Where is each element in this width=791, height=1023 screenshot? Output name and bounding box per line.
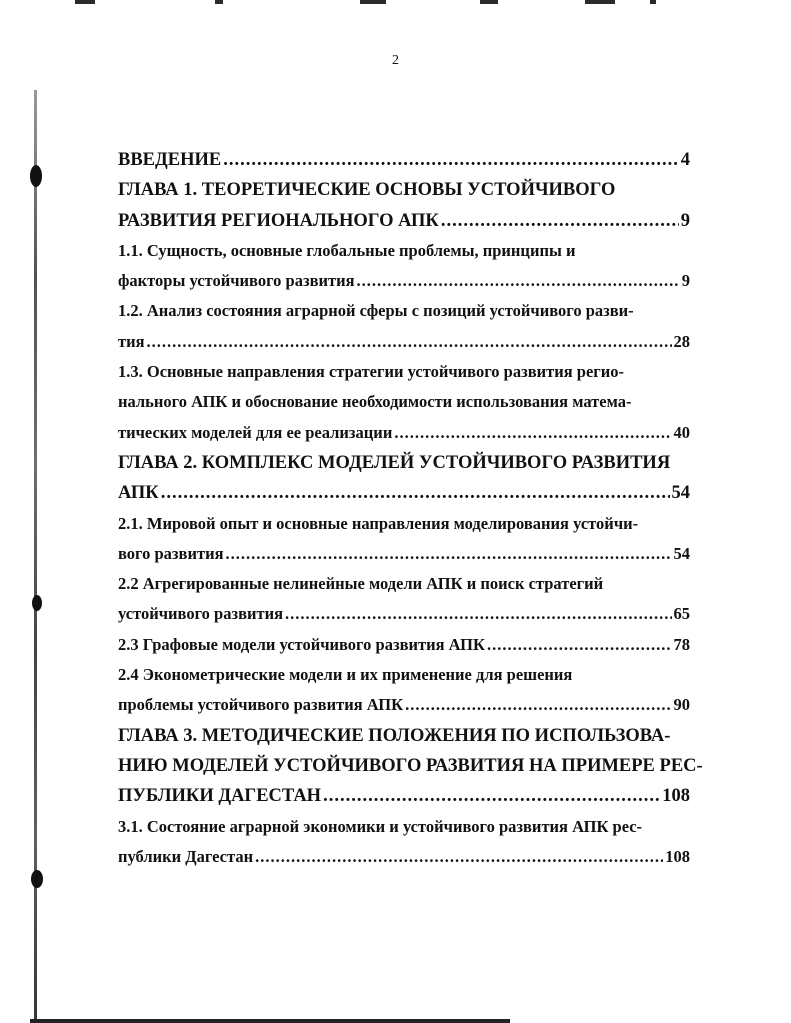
toc-entry (118, 211, 690, 241)
toc-page-number: 54 (673, 543, 690, 563)
toc-dot-leader (223, 150, 679, 171)
toc-entry-continuation (118, 180, 690, 210)
toc-entry-title: тия (118, 331, 145, 351)
page-number: 2 (392, 53, 399, 68)
toc-entry (118, 635, 690, 665)
toc-entry-title: 3.1. Состояние аграрной экономики и устойчивого развития АПК рес- (118, 816, 643, 836)
toc-entry-title: 1.2. Анализ состояния аграрной сферы с позиций устойчивого разви- (118, 301, 634, 321)
toc-entry-continuation (118, 301, 690, 331)
toc-entry (118, 271, 690, 301)
table-of-contents (118, 150, 703, 877)
toc-entry-title: АПК (118, 483, 159, 504)
toc-entry (118, 544, 690, 574)
toc-entry-title: 1.3. Основные направления стратегии устойчивого развития регио- (118, 362, 625, 382)
toc-entry (118, 786, 690, 816)
toc-page-number: 90 (673, 695, 690, 715)
toc-entry-continuation (118, 453, 690, 483)
scan-left-edge-artifact (28, 90, 46, 1023)
toc-entry-continuation (118, 817, 690, 847)
toc-entry-continuation (118, 755, 703, 786)
toc-entry-title: ГЛАВА 2. КОМПЛЕКС МОДЕЛЕЙ УСТОЙЧИВОГО РАЗВИТИЯ (118, 452, 671, 473)
toc-entry-title: ГЛАВА 1. ТЕОРЕТИЧЕСКИЕ ОСНОВЫ УСТОЙЧИВОГО (118, 180, 616, 201)
toc-entry-title: устойчивого развития (118, 604, 284, 624)
toc-entry-title: 2.3 Графовые модели устойчивого развития АПК (118, 634, 485, 654)
toc-entry (118, 604, 690, 634)
toc-entry-continuation (118, 574, 690, 604)
toc-page-number: 65 (673, 604, 690, 624)
toc-entry-continuation (118, 514, 690, 544)
toc-dot-leader (357, 271, 680, 291)
toc-entry-title: ПУБЛИКИ ДАГЕСТАН (118, 786, 322, 807)
toc-entry-title: 2.4 Эконометрические модели и их применение для решения (118, 665, 573, 685)
toc-dot-leader (405, 695, 671, 715)
toc-dot-leader (441, 211, 679, 232)
toc-page-number: 78 (673, 634, 690, 654)
toc-page-number: 28 (673, 331, 690, 351)
toc-entry (118, 695, 690, 725)
toc-entry-title: 2.2 Агрегированные нелинейные модели АПК и поиск стратегий (118, 574, 604, 594)
toc-page-number: 54 (671, 483, 690, 504)
toc-page-number: 9 (681, 271, 690, 291)
toc-entry-title: РАЗВИТИЯ РЕГИОНАЛЬНОГО АПК (118, 210, 439, 231)
toc-entry-title: 1.1. Сущность, основные глобальные проблемы, принципы и (118, 240, 576, 260)
toc-entry-title: тических моделей для ее реализации (118, 422, 393, 442)
toc-page-number: 4 (680, 150, 690, 170)
toc-entry-title: нального АПК и обоснование необходимости использования матема- (118, 392, 632, 412)
toc-page-number: 108 (662, 786, 690, 807)
toc-entry-title: 2.1. Мировой опыт и основные направления моделирования устойчи- (118, 513, 639, 533)
toc-entry (118, 332, 690, 362)
toc-entry-title: вого развития (118, 543, 224, 563)
toc-entry-title: НИЮ МОДЕЛЕЙ УСТОЙЧИВОГО РАЗВИТИЯ НА ПРИМЕРЕ РЕС- (118, 755, 703, 776)
toc-dot-leader (147, 332, 672, 352)
toc-entry (118, 150, 690, 180)
toc-dot-leader (487, 635, 672, 655)
toc-page-number: 108 (665, 846, 690, 866)
toc-entry (118, 847, 690, 877)
toc-page-number: 9 (680, 210, 690, 231)
toc-entry (118, 483, 690, 513)
toc-entry-continuation (118, 726, 690, 756)
toc-entry-continuation (118, 362, 690, 392)
toc-dot-leader (161, 483, 670, 504)
toc-page-number: 40 (673, 422, 690, 442)
toc-entry-title: факторы устойчивого развития (118, 271, 355, 291)
toc-dot-leader (394, 423, 671, 443)
toc-entry (118, 423, 690, 453)
toc-dot-leader (285, 604, 671, 624)
toc-entry-title: ВВЕДЕНИЕ (118, 150, 222, 170)
scan-bottom-edge-artifact (30, 1019, 510, 1023)
scan-top-artifacts (0, 0, 791, 6)
toc-entry-title: публики Дагестан (118, 846, 254, 866)
toc-entry-continuation (118, 665, 690, 695)
toc-dot-leader (323, 786, 660, 807)
toc-dot-leader (226, 544, 672, 564)
toc-dot-leader (255, 847, 663, 867)
toc-entry-title: ГЛАВА 3. МЕТОДИЧЕСКИЕ ПОЛОЖЕНИЯ ПО ИСПОЛЬЗОВА- (118, 725, 671, 746)
toc-entry-continuation (118, 241, 690, 271)
toc-entry-title: проблемы устойчивого развития АПК (118, 695, 404, 715)
toc-entry-continuation (118, 392, 690, 422)
